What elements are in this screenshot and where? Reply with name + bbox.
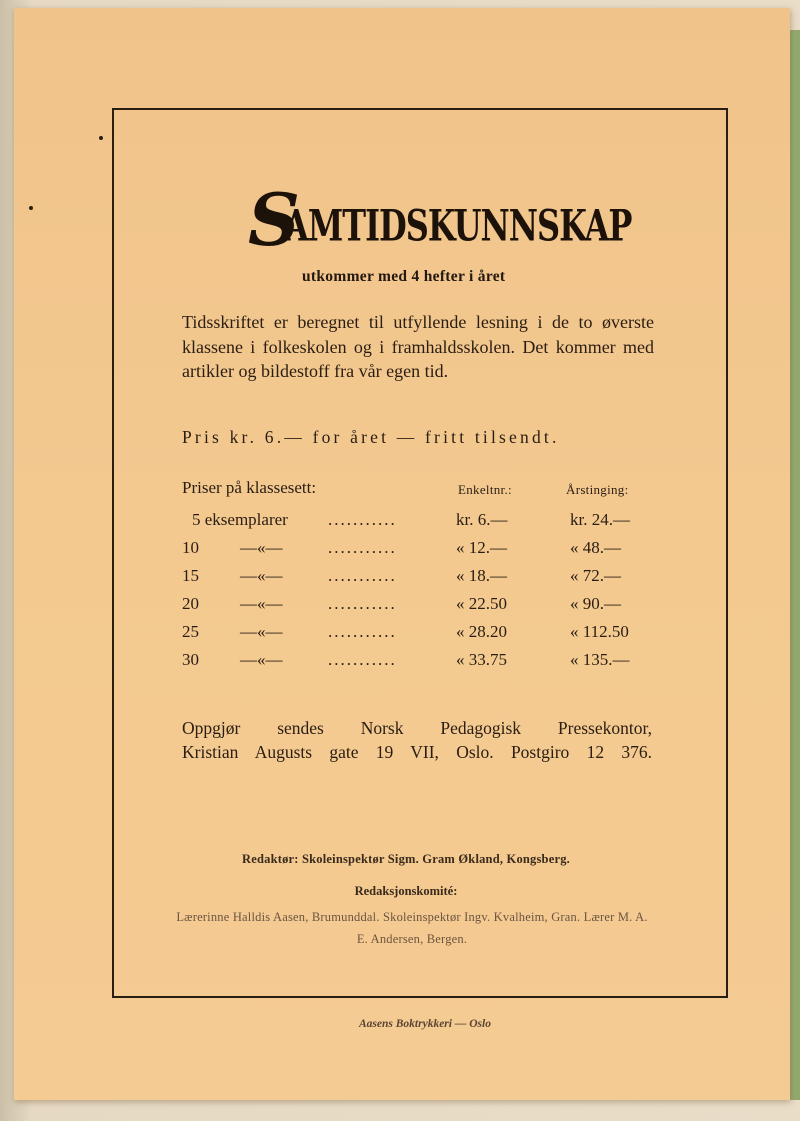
row-single-price: « 33.75 <box>456 650 507 669</box>
row-quantity: 5 eksemplarer <box>192 510 288 529</box>
row-ditto: —«— <box>240 594 283 613</box>
settlement-info <box>182 716 652 764</box>
row-dots: ........... <box>328 510 397 529</box>
row-single-price: kr. 6.— <box>456 510 508 529</box>
row-yearly-price: kr. 24.— <box>570 510 630 529</box>
row-ditto: —«— <box>240 650 283 669</box>
row-dots: ........... <box>328 650 397 669</box>
settlement-line-2: Kristian Augusts gate 19 VII, Oslo. Postgiro 12 376. <box>182 742 652 762</box>
row-ditto: —«— <box>240 566 283 585</box>
row-ditto: —«— <box>240 622 283 641</box>
editor-credit: Redaktør: Skoleinspektør Sigm. Gram Økland, Kongsberg. <box>242 852 570 866</box>
row-single-price: « 18.— <box>456 566 507 585</box>
row-single-price: « 12.— <box>456 538 507 557</box>
row-yearly-price: « 112.50 <box>570 622 629 641</box>
row-dots: ........... <box>328 622 397 641</box>
masthead-subtitle: utkommer med 4 hefter i året <box>302 268 506 285</box>
table-row <box>182 622 662 650</box>
row-quantity: 25 <box>182 622 199 641</box>
header-yearly: Årstinging: <box>566 482 629 497</box>
row-quantity: 10 <box>182 538 199 557</box>
row-dots: ........... <box>328 594 397 613</box>
committee-heading: Redaksjonskomité: <box>354 884 458 898</box>
committee-members: Lærerinne Halldis Aasen, Brumunddal. Skoleinspektør Ingv. Kvalheim, Gran. Lærer M. A. E. Andersen, Bergen. <box>176 910 648 946</box>
row-yearly-price: « 135.— <box>570 650 630 669</box>
table-row <box>182 566 662 594</box>
table-row <box>182 650 662 678</box>
ink-dot <box>29 206 33 210</box>
row-dots: ........... <box>328 566 397 585</box>
table-label: Priser på klassesett: <box>182 478 317 497</box>
ink-dot <box>99 136 103 140</box>
row-ditto: —«— <box>240 538 283 557</box>
header-single-issue: Enkeltnr.: <box>458 482 512 497</box>
row-dots: ........... <box>328 538 397 557</box>
table-row <box>182 510 662 538</box>
table-row <box>182 538 662 566</box>
row-single-price: « 22.50 <box>456 594 507 613</box>
annual-price: Pris kr. 6.— for året — fritt tilsendt. <box>182 427 560 447</box>
row-yearly-price: « 48.— <box>570 538 621 557</box>
settlement-line-1: Oppgjør sendes Norsk Pedagogisk Pressekontor, <box>182 718 652 738</box>
row-yearly-price: « 72.— <box>570 566 621 585</box>
row-yearly-price: « 90.— <box>570 594 621 613</box>
row-quantity: 15 <box>182 566 199 585</box>
table-row <box>182 594 662 622</box>
table-header <box>182 478 662 510</box>
row-single-price: « 28.20 <box>456 622 507 641</box>
masthead-initial: S <box>248 177 300 262</box>
row-quantity: 20 <box>182 594 199 613</box>
intro-paragraph: Tidsskriftet er beregnet til utfyllende lesning i de to øverste klassene i folkeskolen og i framhaldsskolen. Det kommer med artikler og bildestoff fra vår egen tid. <box>182 312 654 381</box>
printer-credit: Aasens Boktrykkeri — Oslo <box>359 1018 491 1030</box>
class-set-price-table <box>182 478 662 678</box>
masthead-title: AMTIDSKUNNSKAP <box>284 200 632 252</box>
row-quantity: 30 <box>182 650 199 669</box>
